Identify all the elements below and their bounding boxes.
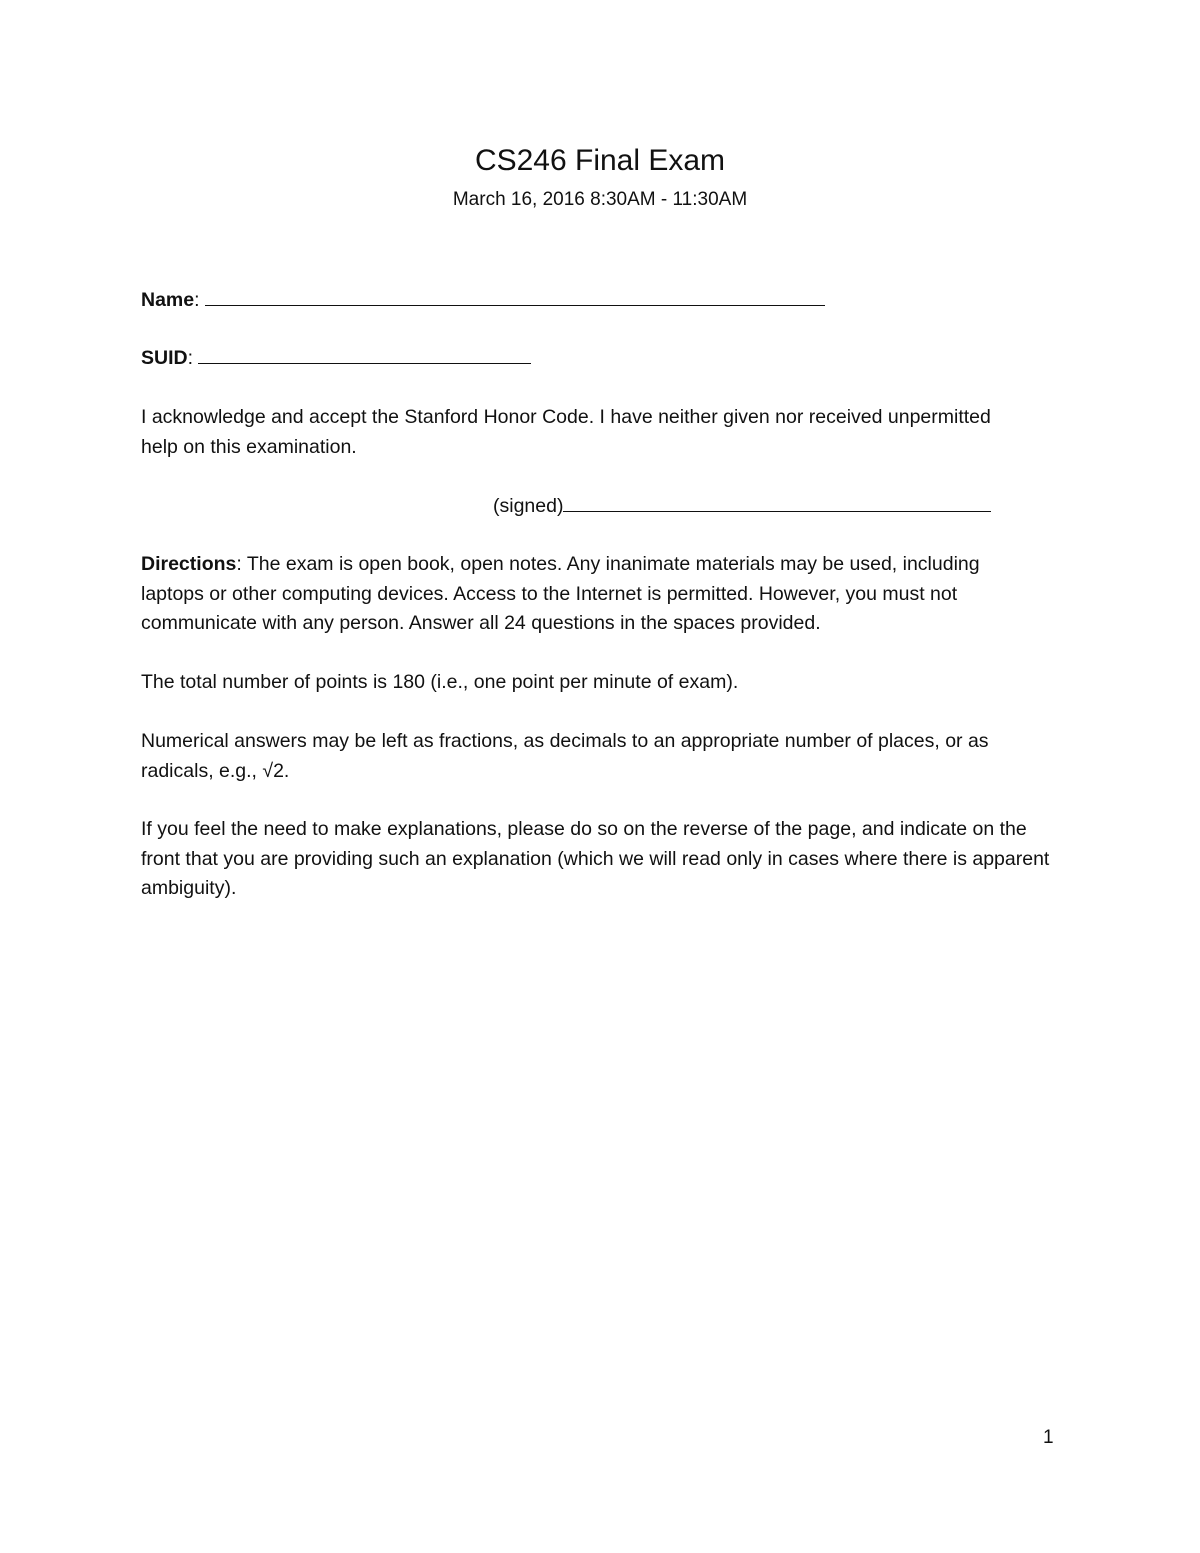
- signed-label: (signed): [493, 495, 564, 517]
- page-number: 1: [1043, 1427, 1054, 1448]
- directions-label: Directions: [141, 553, 237, 575]
- exam-title: CS246 Final Exam: [474, 144, 726, 177]
- name-blank-line[interactable]: [205, 287, 825, 306]
- suid-blank-line[interactable]: [198, 345, 531, 364]
- suid-label: SUID: [141, 347, 188, 369]
- signature-blank-line[interactable]: [563, 493, 991, 512]
- directions-paragraph: [141, 550, 1041, 639]
- explanations-paragraph: If you feel the need to make explanations, please do so on the reverse of the page, and indicate on the front that you are providing such an explanation (which we will read only in cases where there is apparent ambiguity).: [141, 818, 1050, 899]
- suid-colon: :: [187, 347, 194, 369]
- exam-datetime: March 16, 2016 8:30AM - 11:30AM: [452, 189, 748, 210]
- suid-field-row: [141, 344, 531, 372]
- signature-row: [493, 492, 991, 520]
- name-colon: :: [194, 289, 200, 311]
- numerical-answers-paragraph: Numerical answers may be left as fractions, as decimals to an appropriate number of places, or as radicals, e.g., √2.: [141, 730, 989, 782]
- name-label: Name: [141, 289, 195, 311]
- points-paragraph: The total number of points is 180 (i.e., one point per minute of exam).: [141, 671, 739, 693]
- name-field-row: [141, 286, 825, 314]
- honor-code-statement: I acknowledge and accept the Stanford Honor Code. I have neither given nor received unpermitted help on this examination.: [141, 406, 991, 458]
- directions-text: : The exam is open book, open notes. Any inanimate materials may be used, including laptops or other computing devices. Access to the Internet is permitted. However, you must not communicate with any person. Answer all 24 questions in the spaces provided.: [141, 553, 980, 634]
